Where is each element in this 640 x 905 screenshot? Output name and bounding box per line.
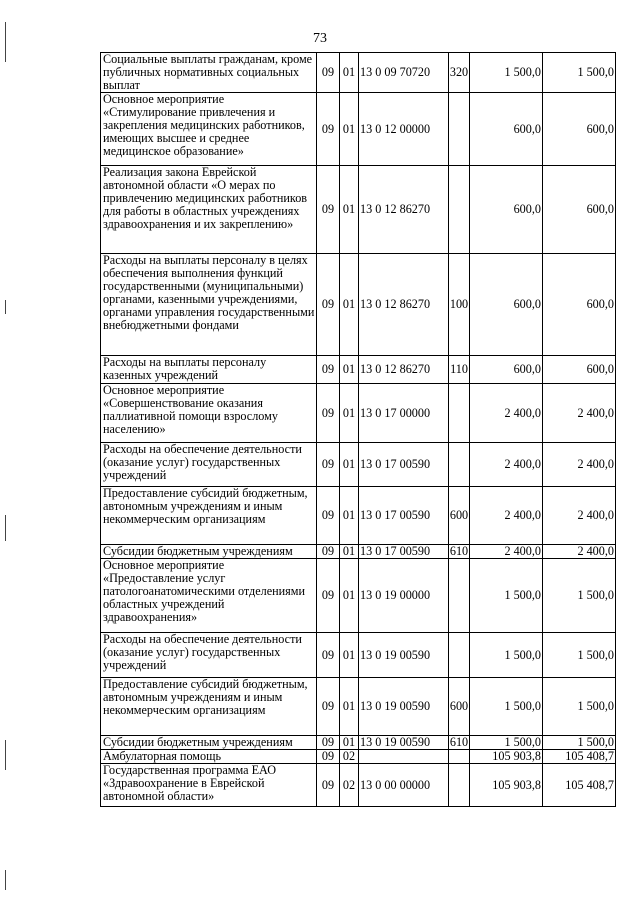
row-amount-1: 600,0 [470,93,543,166]
row-amount-2: 1 500,0 [543,678,616,736]
table-row [101,736,616,750]
row-target-article: 13 0 12 86270 [359,254,449,356]
row-name: Расходы на обеспечение деятельности (оказание услуг) государственных учреждений [101,443,317,487]
row-amount-1: 105 903,8 [470,750,543,764]
row-section-code: 09 [317,53,340,93]
table-row [101,254,616,356]
row-target-article: 13 0 09 70720 [359,53,449,93]
row-target-article: 13 0 19 00590 [359,678,449,736]
left-margin-line [5,870,6,890]
row-target-article: 13 0 17 00590 [359,487,449,545]
row-target-article: 13 0 00 00000 [359,764,449,807]
row-expense-type: 100 [449,254,470,356]
row-name: Амбулаторная помощь [101,750,317,764]
budget-table [100,52,616,807]
row-expense-type: 610 [449,735,469,749]
row-name: Предоставление субсидий бюджетным, автономным учреждениям и иным некоммерческим организациям [101,678,317,736]
row-amount-1: 2 400,0 [470,487,543,545]
row-expense-type [449,166,470,254]
row-amount-1: 2 400,0 [470,443,543,487]
row-amount-1: 1 500,0 [470,736,543,750]
row-subsection-code: 02 [340,764,359,807]
row-expense-type [449,633,470,678]
row-target-article: 13 0 17 00590 [359,443,449,487]
row-expense-type: 610 [449,544,469,558]
row-amount-2: 1 500,0 [543,53,616,93]
table-row [101,545,616,559]
row-amount-2: 1 500,0 [543,559,616,633]
page-number: 73 [313,31,327,46]
row-subsection-code: 02 [340,750,359,764]
row-target-article: 13 0 17 00000 [359,384,449,443]
row-amount-2: 2 400,0 [543,545,616,559]
row-amount-1: 1 500,0 [470,678,543,736]
row-section-code: 09 [317,93,340,166]
row-section-code: 09 [317,736,340,750]
table-row [101,633,616,678]
row-section-code: 09 [317,384,340,443]
row-target-article: 13 0 19 00000 [359,559,449,633]
row-name: Расходы на обеспечение деятельности (оказание услуг) государственных учреждений [101,633,317,678]
row-expense-type [449,443,470,487]
row-amount-2: 600,0 [543,356,616,384]
row-subsection-code: 01 [340,487,359,545]
row-amount-2: 600,0 [543,254,616,356]
row-subsection-code: 01 [340,384,359,443]
row-expense-type [449,384,470,443]
row-target-article: 13 0 12 00000 [359,93,449,166]
row-section-code: 09 [317,545,340,559]
row-target-article: 13 0 17 00590 [359,545,449,559]
row-name: Основное мероприятие «Совершенствование оказания паллиативной помощи взрослому населению» [101,384,317,443]
row-subsection-code: 01 [340,559,359,633]
row-expense-type [449,750,470,764]
row-expense-type [449,559,470,633]
table-row [101,487,616,545]
left-margin-line [5,740,6,770]
row-subsection-code: 01 [340,736,359,750]
row-section-code: 09 [317,750,340,764]
row-amount-2: 105 408,7 [543,750,616,764]
table-row [101,750,616,764]
row-name: Субсидии бюджетным учреждениям [101,545,317,559]
row-target-article: 13 0 19 00590 [359,736,449,750]
row-section-code: 09 [317,559,340,633]
row-amount-1: 1 500,0 [470,53,543,93]
left-margin-line [5,300,6,314]
row-section-code: 09 [317,254,340,356]
table-row [101,356,616,384]
row-subsection-code: 01 [340,678,359,736]
row-section-code: 09 [317,356,340,384]
row-expense-type: 110 [449,356,470,384]
table-row [101,678,616,736]
row-subsection-code: 01 [340,633,359,678]
row-amount-1: 600,0 [470,356,543,384]
left-margin-line [5,515,6,541]
row-target-article: 13 0 12 86270 [359,356,449,384]
row-section-code: 09 [317,633,340,678]
row-amount-1: 1 500,0 [470,559,543,633]
row-name: Предоставление субсидий бюджетным, автономным учреждениям и иным некоммерческим организациям [101,487,317,545]
row-amount-1: 1 500,0 [470,633,543,678]
row-amount-2: 2 400,0 [543,384,616,443]
row-name: Социальные выплаты гражданам, кроме публичных нормативных социальных выплат [101,53,317,93]
row-amount-1: 2 400,0 [470,384,543,443]
row-subsection-code: 01 [340,545,359,559]
row-subsection-code: 01 [340,53,359,93]
row-subsection-code: 01 [340,356,359,384]
row-expense-type: 320 [449,53,470,93]
row-subsection-code: 01 [340,166,359,254]
row-name: Субсидии бюджетным учреждениям [101,736,317,750]
table-row [101,559,616,633]
row-section-code: 09 [317,764,340,807]
row-section-code: 09 [317,166,340,254]
row-section-code: 09 [317,443,340,487]
row-name: Государственная программа ЕАО «Здравоохранение в Еврейской автономной области» [101,764,317,807]
row-name: Реализация закона Еврейской автономной области «О мерах по привлечению медицинских работников для работы в областных учреждениях здравоохранения и их закреплению» [101,166,317,254]
table-row [101,764,616,807]
row-subsection-code: 01 [340,443,359,487]
row-amount-2: 105 408,7 [543,764,616,807]
row-name: Основное мероприятие «Предоставление услуг патологоанатомическими отделениями областных учреждений здравоохранения» [101,559,317,633]
row-amount-2: 1 500,0 [543,736,616,750]
row-amount-2: 2 400,0 [543,487,616,545]
row-subsection-code: 01 [340,254,359,356]
table-row [101,384,616,443]
row-section-code: 09 [317,678,340,736]
row-amount-1: 600,0 [470,254,543,356]
row-amount-2: 2 400,0 [543,443,616,487]
row-amount-1: 600,0 [470,166,543,254]
table-row [101,443,616,487]
row-expense-type [449,764,470,807]
row-section-code: 09 [317,487,340,545]
row-expense-type [449,93,470,166]
table-row [101,166,616,254]
row-name: Расходы на выплаты персоналу в целях обеспечения выполнения функций государственными (муниципальными) органами, казенными учреждениями, органами управления государственными внебюджетными фондами [101,254,317,356]
row-expense-type: 600 [449,678,470,736]
row-target-article: 13 0 12 86270 [359,166,449,254]
table-row [101,53,616,93]
row-target-article: 13 0 19 00590 [359,633,449,678]
row-amount-2: 600,0 [543,166,616,254]
row-name: Расходы на выплаты персоналу казенных учреждений [101,356,317,384]
row-amount-1: 105 903,8 [470,764,543,807]
row-subsection-code: 01 [340,93,359,166]
row-amount-1: 2 400,0 [470,545,543,559]
row-amount-2: 1 500,0 [543,633,616,678]
row-name: Основное мероприятие «Стимулирование привлечения и закрепления медицинских работников, имеющих высшее и среднее медицинское образование» [101,93,317,166]
row-amount-2: 600,0 [543,93,616,166]
row-target-article [359,750,449,764]
row-expense-type: 600 [449,487,470,545]
table-row [101,93,616,166]
